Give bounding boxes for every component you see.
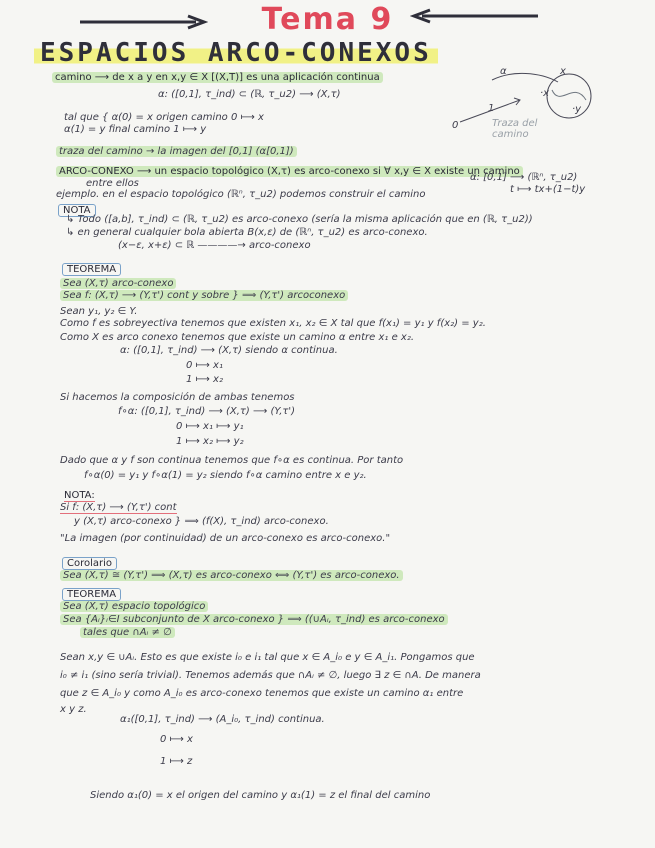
fig-one: 1 — [488, 103, 495, 114]
nota2-line-1: Si f: (X,τ) ⟶ (Y,τ') cont — [60, 502, 177, 513]
proof-map-0: 0 ⟼ x₁ — [186, 360, 223, 371]
arco-conexo-def-cont: entre ellos — [86, 178, 139, 189]
composition-intro: Si hacemos la composición de ambas tenemos — [60, 392, 295, 403]
fig-alpha: α — [500, 66, 507, 77]
teorema2-hyp-3: tales que ∩Aᵢ ≠ ∅ — [80, 627, 175, 638]
fig-x: x — [560, 66, 566, 77]
def-camino: camino ⟶ de x a y en x,y ∈ X [(X,T)] es una aplicación continua — [52, 72, 383, 83]
composition-1: 1 ⟼ x₂ ⟼ y₂ — [176, 436, 244, 447]
page-title: Tema 9 — [261, 2, 394, 37]
camino-origin: tal que { α(0) = x origen camino 0 ⟼ x — [64, 112, 264, 123]
proof2-map: α₁([0,1], τ_ind) ⟶ (A_i₀, τ_ind) continua. — [120, 714, 325, 725]
nota-label: NOTA — [58, 205, 96, 216]
left-arrow-icon — [410, 8, 540, 24]
proof2-2: i₀ ≠ i₁ (sino sería trivial). Tenemos además que ∩Aᵢ ≠ ∅, luego ∃ z ∈ ∩A. De manera — [60, 670, 481, 681]
proof-map: α: ([0,1], τ_ind) ⟶ (X,τ) siendo α continua. — [120, 345, 338, 356]
conclusion-2: f∘α(0) = y₁ y f∘α(1) = y₂ siendo f∘α camino entre x e y₂. — [84, 470, 367, 481]
nota2-quote: "La imagen (por continuidad) de un arco-conexo es arco-conexo." — [60, 533, 391, 544]
composition-0: 0 ⟼ x₁ ⟼ y₁ — [176, 421, 244, 432]
proof2-map-1: 1 ⟼ z — [160, 756, 193, 767]
teorema2-hyp-1: Sea (X,τ) espacio topológico — [60, 601, 208, 612]
corolario-statement: Sea (X,τ) ≅ (Y,τ') ⟹ (X,τ) es arco-conexo ⟺ (Y,τ') es arco-conexo. — [60, 570, 403, 581]
proof-map-1: 1 ⟼ x₂ — [186, 374, 223, 385]
proof2-3: que z ∈ A_i₀ y como A_i₀ es arco-conexo tenemos que existe un camino α₁ entre — [60, 688, 464, 699]
teorema-hyp-2: Sea f: (X,τ) ⟶ (Y,τ') cont y sobre } ⟹ (Y,τ') arcoconexo — [60, 290, 348, 301]
teorema-label: TEOREMA — [62, 264, 121, 275]
proof-2: Como f es sobreyectiva tenemos que existen x₁, x₂ ∈ X tal que f(x₁) = y₁ y f(x₂) = y₂. — [60, 318, 486, 329]
fig-dot-y: ·y — [572, 104, 582, 115]
corolario-label: Corolario — [62, 558, 117, 569]
nota2-line-2: y (X,τ) arco-conexo } ⟹ (f(X), τ_ind) arco-conexo. — [74, 516, 329, 527]
teorema2-label: TEOREMA — [62, 589, 121, 600]
camino-map: α: ([0,1], τ_ind) ⊂ (ℝ, τ_u2) ⟶ (X,τ) — [158, 89, 341, 100]
nota-2: ↳ en general cualquier bola abierta B(x,ε) de (ℝⁿ, τ_u2) es arco-conexo. — [66, 227, 428, 238]
proof-3: Como X es arco conexo tenemos que existe un camino α entre x₁ e x₂. — [60, 332, 415, 343]
fig-dot-x: ·x — [540, 88, 550, 99]
traza-def: traza del camino → la imagen del [0,1] (α[0,1]) — [56, 146, 297, 157]
teorema2-hyp-2: Sea {Aᵢ}ᵢ∈I subconjunto de X arco-conexo } ⟹ ((∪Aᵢ, τ_ind) es arco-conexo — [60, 614, 448, 625]
fig-traza: Traza del camino — [492, 118, 538, 140]
page-subtitle: ESPACIOS ARCO-CONEXOS — [34, 38, 438, 68]
proof2-final: Siendo α₁(0) = x el origen del camino y α₁(1) = z el final del camino — [90, 790, 431, 801]
proof2-4: x y z. — [60, 704, 87, 715]
proof-1: Sean y₁, y₂ ∈ Y. — [60, 306, 138, 317]
ejemplo-t: t ⟼ tx+(1−t)y — [510, 184, 586, 195]
ejemplo-line: ejemplo. en el espacio topológico (ℝⁿ, τ_u2) podemos construir el camino — [56, 189, 426, 200]
proof2-1: Sean x,y ∈ ∪Aᵢ. Esto es que existe i₀ e i₁ tal que x ∈ A_i₀ e y ∈ A_i₁. Pongamos que — [60, 652, 475, 663]
fig-zero: 0 — [452, 120, 459, 131]
composition-map: f∘α: ([0,1], τ_ind) ⟶ (X,τ) ⟶ (Y,τ') — [118, 406, 296, 417]
nota-1: ↳ Todo ([a,b], τ_ind) ⊂ (ℝ, τ_u2) es arco-conexo (sería la misma aplicación que en (ℝ, τ_u2)) — [66, 214, 533, 225]
nota-3: (x−ε, x+ε) ⊂ ℝ ————→ arco-conexo — [118, 240, 311, 251]
arco-conexo-def: ARCO-CONEXO ⟶ un espacio topológico (X,τ) es arco-conexo si ∀ x,y ∈ X existe un camino — [56, 166, 523, 177]
camino-final: α(1) = y final camino 1 ⟼ y — [64, 124, 207, 135]
proof2-map-0: 0 ⟼ x — [160, 734, 193, 745]
teorema-hyp-1: Sea (X,τ) arco-conexo — [60, 278, 176, 289]
nota2-label: NOTA: — [64, 490, 95, 501]
conclusion-1: Dado que α y f son continua tenemos que f∘α es continua. Por tanto — [60, 455, 404, 466]
ejemplo-map: α: [0,1] ⟶ (ℝⁿ, τ_u2) — [470, 172, 578, 183]
